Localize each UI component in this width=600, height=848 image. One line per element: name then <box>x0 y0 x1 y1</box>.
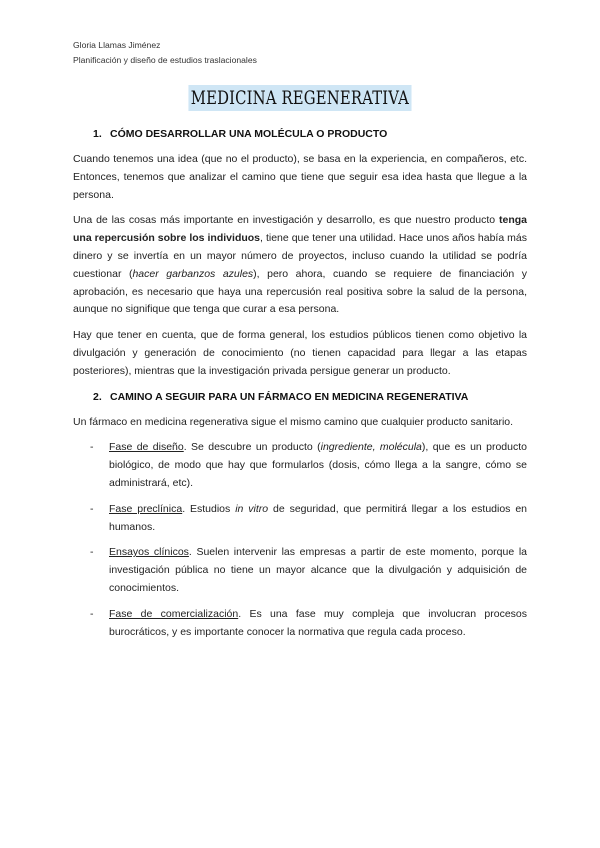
phase-text: . Se descubre un producto ( <box>183 441 321 454</box>
phase-list <box>73 439 527 641</box>
title-container <box>0 85 600 111</box>
section-1-paragraph-1: Cuando tenemos una idea (que no el producto), se basa en la experiencia, en compañeros, etc. Entonces, tenemos que analizar el camino que tiene que seguir esa idea hasta que llegue a la persona. <box>73 153 527 201</box>
header-author: Gloria Llamas Jiménez <box>73 40 161 50</box>
document-body <box>73 120 527 649</box>
paragraph-2-italic: hacer garbanzos azules <box>132 267 254 280</box>
list-dash: - <box>90 441 94 454</box>
section-2-intro: Un fármaco en medicina regenerativa sigue el mismo camino que cualquier producto sanitario. <box>73 415 514 428</box>
header-course: Planificación y diseño de estudios traslacionales <box>73 55 257 65</box>
page-header <box>73 38 257 68</box>
list-dash: - <box>90 502 94 515</box>
paragraph-2-bold: tenga una repercusión sobre los individuos <box>73 214 527 245</box>
list-item <box>73 606 527 642</box>
document-title: MEDICINA REGENERATIVA <box>189 85 412 111</box>
list-item <box>73 544 527 597</box>
paragraph-2-text-a: Una de las cosas más importante en investigación y desarrollo, es que nuestro producto <box>73 214 499 227</box>
section-1-heading <box>93 126 527 143</box>
list-dash: - <box>90 546 94 559</box>
list-item <box>73 501 527 537</box>
section-1-title: CÓMO DESARROLLAR UNA MOLÉCULA O PRODUCTO <box>110 128 388 140</box>
section-1-paragraph-2 <box>73 212 527 319</box>
list-dash: - <box>90 607 94 620</box>
paragraph-2-text-b: , tiene que tener una utilidad. Hace unos años había más dinero y se invertía en un mayor número de proyectos, incluso cuando la utilidad se podría cuestionar ( <box>73 232 528 280</box>
phase-text: . Suelen intervenir las empresas a partir de este momento, porque la investigación pública no tiene un mayor alcance que la divulgación y adquisición de conocimientos. <box>109 546 527 594</box>
section-2-heading <box>93 389 527 406</box>
phase-label: Ensayos clínicos <box>109 546 189 559</box>
section-2-title: CAMINO A SEGUIR PARA UN FÁRMACO EN MEDICINA REGENERATIVA <box>110 390 469 403</box>
list-item <box>73 439 527 492</box>
paragraph-2-text-c: ), pero ahora, cuando se requiere de financiación y aprobación, es necesario que haya una repercusión real positiva sobre la salud de la persona, aunque no signifique que tenga que curar a esa persona. <box>73 267 527 316</box>
section-1-number: 1. <box>93 128 102 140</box>
section-2-number: 2. <box>93 390 102 403</box>
phase-text: . Estudios <box>182 502 236 515</box>
phase-text: . Es una fase muy compleja que involucran procesos burocráticos, y es importante conocer la normativa que regula cada proceso. <box>109 607 527 638</box>
phase-label: Fase de comercialización <box>109 607 239 620</box>
phase-italic: in vitro <box>235 502 269 515</box>
phase-italic: ingrediente, molécula <box>320 441 422 454</box>
section-1-paragraph-3: Hay que tener en cuenta, que de forma general, los estudios públicos tienen como objetivo la divulgación y generación de conocimiento (no tienen capacidad para llegar a las etapas posteriores), mientras que la investigación privada persigue generar un producto. <box>73 329 527 377</box>
phase-label: Fase de diseño <box>109 441 184 454</box>
phase-text: ), que es un producto biológico, de modo que hay que formularlos (dosis, cómo llega a la sangre, cómo se administrará, etc). <box>109 441 527 489</box>
phase-text: de seguridad, que permitirá llegar a los estudios en humanos. <box>109 502 528 533</box>
phase-label: Fase preclínica <box>109 502 183 515</box>
